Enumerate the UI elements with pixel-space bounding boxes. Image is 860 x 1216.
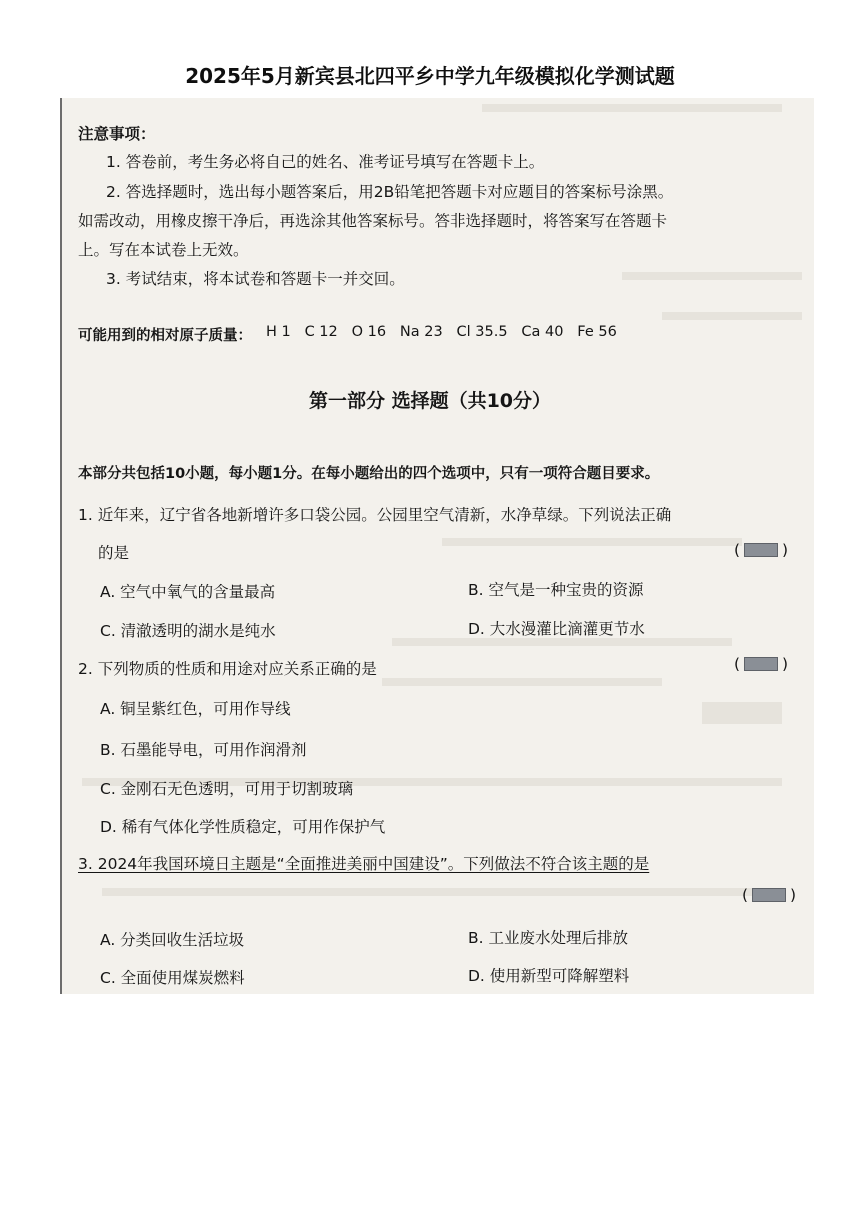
note-item: 1. 答卷前，考生务必将自己的姓名、准考证号填写在答题卡上。 bbox=[106, 153, 545, 171]
note-item: 如需改动，用橡皮擦干净后，再选涂其他答案标号。答非选择题时，将答案写在答题卡 bbox=[78, 212, 668, 230]
bracket-close: ) bbox=[781, 541, 788, 559]
question-3-option-d: D. 使用新型可降解塑料 bbox=[468, 967, 630, 985]
bracket-close: ) bbox=[789, 886, 796, 904]
answer-fill-mark bbox=[752, 888, 786, 902]
note-item: 2. 答选择题时，选出每小题答案后，用2B铅笔把答题卡对应题目的答案标号涂黑。 bbox=[106, 183, 674, 201]
atomic-mass-values: H 1 C 12 O 16 Na 23 Cl 35.5 Ca 40 Fe 56 bbox=[266, 324, 617, 340]
question-2-stem: 2. 下列物质的性质和用途对应关系正确的是 bbox=[78, 660, 377, 678]
note-item: 3. 考试结束，将本试卷和答题卡一并交回。 bbox=[106, 270, 405, 288]
bracket-open: ( bbox=[742, 886, 749, 904]
exam-title: 2025年5月新宾县北四平乡中学九年级模拟化学测试题 bbox=[185, 64, 675, 88]
question-1-option-c: C. 清澈透明的湖水是纯水 bbox=[100, 622, 276, 640]
question-1-answer-bracket[interactable] bbox=[734, 540, 788, 560]
answer-fill-mark bbox=[744, 543, 778, 557]
answer-fill-mark bbox=[744, 657, 778, 671]
question-2-option-c: C. 金刚石无色透明，可用于切割玻璃 bbox=[100, 780, 354, 798]
question-2-option-d: D. 稀有气体化学性质稳定，可用作保护气 bbox=[100, 818, 386, 836]
question-1-stem: 1. 近年来，辽宁省各地新增许多口袋公园。公园里空气清新，水净草绿。下列说法正确 bbox=[78, 506, 672, 524]
bleed-through-mark bbox=[482, 104, 782, 112]
question-3-option-c: C. 全面使用煤炭燃料 bbox=[100, 969, 245, 987]
notes-heading: 注意事项： bbox=[78, 125, 156, 143]
bleed-through-mark bbox=[382, 678, 662, 686]
bleed-through-mark bbox=[442, 538, 742, 546]
question-3-option-b: B. 工业废水处理后排放 bbox=[468, 929, 628, 947]
question-1-option-a: A. 空气中氧气的含量最高 bbox=[100, 583, 276, 601]
bleed-through-mark bbox=[662, 312, 802, 320]
atomic-mass-label: 可能用到的相对原子质量： bbox=[78, 328, 252, 344]
section-heading: 第一部分 选择题（共10分） bbox=[308, 390, 552, 412]
note-item: 上。写在本试卷上无效。 bbox=[78, 241, 249, 259]
bracket-close: ) bbox=[781, 655, 788, 673]
section-instructions: 本部分共包括10小题，每小题1分。在每小题给出的四个选项中，只有一项符合题目要求。 bbox=[78, 466, 660, 482]
question-1-option-d: D. 大水漫灌比滴灌更节水 bbox=[468, 620, 645, 638]
bleed-through-mark bbox=[702, 702, 782, 724]
bracket-open: ( bbox=[734, 655, 741, 673]
question-1-option-b: B. 空气是一种宝贵的资源 bbox=[468, 581, 644, 599]
question-3-answer-bracket[interactable] bbox=[742, 885, 796, 905]
question-2-answer-bracket[interactable] bbox=[734, 654, 788, 674]
question-2-option-a: A. 铜呈紫红色，可用作导线 bbox=[100, 700, 291, 718]
bracket-open: ( bbox=[734, 541, 741, 559]
question-3-option-a: A. 分类回收生活垃圾 bbox=[100, 931, 245, 949]
bleed-through-mark bbox=[392, 638, 732, 646]
question-1-stem-continued: 的是 bbox=[98, 544, 130, 562]
question-3-stem: 3. 2024年我国环境日主题是“全面推进美丽中国建设”。下列做法不符合该主题的是 bbox=[78, 855, 650, 873]
question-2-option-b: B. 石墨能导电，可用作润滑剂 bbox=[100, 741, 307, 759]
bleed-through-mark bbox=[622, 272, 802, 280]
bleed-through-mark bbox=[102, 888, 782, 896]
